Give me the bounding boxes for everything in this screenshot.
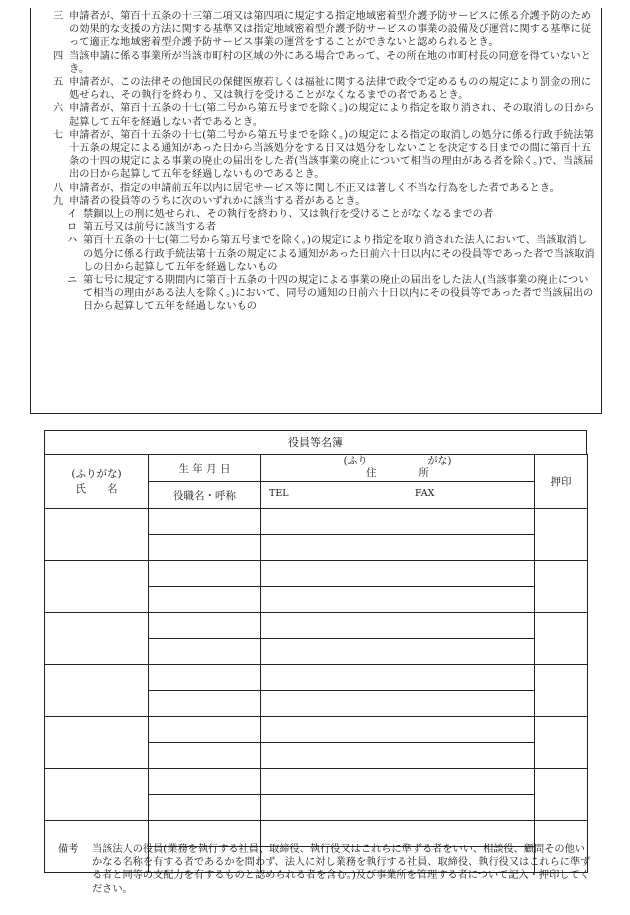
- seal-cell[interactable]: [535, 613, 588, 665]
- contact-cell[interactable]: [261, 795, 535, 821]
- address-cell[interactable]: [261, 769, 535, 795]
- table-row: [45, 717, 588, 743]
- contact-header: [261, 482, 535, 509]
- subclause-item: [49, 221, 595, 234]
- name-cell[interactable]: [45, 717, 149, 769]
- name-label: 氏 名: [75, 482, 118, 495]
- name-cell[interactable]: [45, 613, 149, 665]
- birthdate-cell[interactable]: [149, 561, 261, 587]
- subclause-item: [49, 274, 595, 314]
- subclause-text: 禁錮以上の刑に処せられ、その執行を終わり、又は執行を受けることがなくなるまでの者: [83, 209, 494, 221]
- subclause-marker: ハ: [67, 235, 78, 247]
- address-cell[interactable]: [261, 509, 535, 535]
- address-header: [261, 455, 535, 482]
- position-cell[interactable]: [149, 691, 261, 717]
- position-header: 役職名・呼称: [149, 482, 261, 509]
- clause-text: 申請者が、第百十五条の十三第二項又は第四項に規定する指定地域密着型介護予防サービスに係る介護予防のための効果的な支援の方法に関する基準又は指定地域密着型介護予防サービスの事業の設備及び運営に関する基準に従って適正な地域密着型介護予防サービス事業の運営をすることができないと認められるとき。: [69, 11, 592, 49]
- subclause-marker: ニ: [67, 275, 78, 287]
- birthdate-header: 生 年 月 日: [149, 455, 261, 482]
- subclause-item: [49, 234, 595, 274]
- table-row: [45, 509, 588, 535]
- position-cell[interactable]: [149, 639, 261, 665]
- remarks: [58, 843, 594, 896]
- subclause-item: [49, 208, 595, 221]
- clause-text: 申請者が、第百十五条の十七(第二号から第五号までを除く。)の規定による指定の取消しの処分に係る行政手続法第十五条の規定による通知があった日から当該処分をする日又は処分をしないことを決定する日までの間に第百十五条の十四の規定による事業の廃止の届出をした者(当該事業の廃止について相当の理由がある者を除く。)で、当該届出の日から起算して五年を経過しないものであるとき。: [69, 129, 594, 181]
- contact-cell[interactable]: [261, 639, 535, 665]
- subclause-marker: イ: [67, 209, 78, 221]
- seal-header: 押印: [535, 455, 588, 509]
- clause-marker: 三: [53, 11, 64, 22]
- subclause-text: 第百十五条の十七(第二号から第五号までを除く。)の規定により指定を取り消された法人において、当該取消しの処分に係る行政手続法第十五条の規定による通知があった日前六十日以内にその役員等であった者で当該取消しの日から起算して五年を経過しないもの: [83, 235, 595, 273]
- clause-text: 申請者の役員等のうちに次のいずれかに該当する者があるとき。: [69, 195, 366, 207]
- contact-cell[interactable]: [261, 587, 535, 613]
- birthdate-cell[interactable]: [149, 665, 261, 691]
- clause-text: 申請者が、第百十五条の十七(第二号から第五号までを除く。)の規定により指定を取り消され、その取消しの日から起算して五年を経過しない者であるとき。: [69, 103, 595, 128]
- clause-marker: 四: [53, 50, 64, 62]
- clause-item: [49, 182, 595, 195]
- clause-marker: 五: [53, 77, 64, 89]
- name-cell[interactable]: [45, 561, 149, 613]
- seal-cell[interactable]: [535, 717, 588, 769]
- contact-cell[interactable]: [261, 691, 535, 717]
- position-cell[interactable]: [149, 743, 261, 769]
- address-cell[interactable]: [261, 717, 535, 743]
- contact-cell[interactable]: [261, 743, 535, 769]
- name-furigana-label: (ふりがな): [71, 467, 122, 480]
- name-header: [45, 455, 149, 509]
- clause-item: [49, 50, 595, 76]
- name-cell[interactable]: [45, 509, 149, 561]
- address-furigana-label: (ふり がな): [343, 456, 452, 467]
- clause-marker: 六: [53, 103, 64, 115]
- clause-item: [49, 10, 595, 50]
- clause-marker: 九: [53, 195, 64, 207]
- disqualification-clauses-box: [30, 8, 602, 414]
- fax-label: FAX: [415, 488, 435, 499]
- position-cell[interactable]: [149, 587, 261, 613]
- seal-cell[interactable]: [535, 665, 588, 717]
- subclause-marker: ロ: [67, 222, 78, 234]
- clause-text: 当該申請に係る事業所が当該市町村の区域の外にある場合であって、その所在地の市町村長の同意を得ていないとき。: [69, 50, 591, 75]
- remarks-label: 備考: [58, 844, 79, 855]
- clause-marker: 七: [53, 129, 64, 141]
- seal-cell[interactable]: [535, 769, 588, 821]
- table-row: [45, 561, 588, 587]
- subclause-text: 第五号又は前号に該当する者: [83, 222, 217, 234]
- subclause-text: 第七号に規定する期間内に第百十五条の十四の規定による事業の廃止の届出をした法人(当該事業の廃止について相当の理由がある法人を除く。)において、同号の通知の日前六十日以内にその役員等であった者で当該届出の日から起算して五年を経過しないもの: [83, 275, 594, 313]
- clause-item: [49, 76, 595, 102]
- tel-label: TEL: [269, 488, 289, 499]
- birthdate-cell[interactable]: [149, 769, 261, 795]
- birthdate-cell[interactable]: [149, 717, 261, 743]
- clause-text: 申請者が、指定の申請前五年以内に居宅サービス等に関し不正又は著しく不当な行為をした者であるとき。: [69, 182, 560, 194]
- birthdate-cell[interactable]: [149, 613, 261, 639]
- register-header-row: [45, 455, 588, 482]
- seal-cell[interactable]: [535, 561, 588, 613]
- name-cell[interactable]: [45, 665, 149, 717]
- table-row: [45, 613, 588, 639]
- position-cell[interactable]: [149, 535, 261, 561]
- address-cell[interactable]: [261, 561, 535, 587]
- table-row: [45, 665, 588, 691]
- clause-item: [49, 195, 595, 208]
- clause-item: [49, 129, 595, 182]
- register-title: 役員等名簿: [44, 430, 587, 454]
- clause-marker: 八: [53, 182, 64, 194]
- address-cell[interactable]: [261, 665, 535, 691]
- seal-cell[interactable]: [535, 509, 588, 561]
- clause-item: [49, 102, 595, 128]
- clause-text: 申請者が、この法律その他国民の保健医療若しくは福祉に関する法律で政令で定めるものの規定により罰金の刑に処せられ、その執行を終わり、又は執行を受けることがなくなるまでの者であるとき。: [69, 77, 592, 102]
- birthdate-cell[interactable]: [149, 509, 261, 535]
- remarks-text: 当該法人の役員(業務を執行する社員、取締役、執行役又はこれらに準ずる者をいい、相談役、顧問その他いかなる名称を有する者であるかを問わず、法人に対し業務を執行する社員、取締役、執行役又はこれらに準ずる者と同等の支配力を有するものと認められる者を含む。)及び事業所を管理する者について記入・押印してください。: [92, 844, 591, 895]
- table-row: [45, 769, 588, 795]
- name-cell[interactable]: [45, 769, 149, 821]
- contact-cell[interactable]: [261, 535, 535, 561]
- officer-register-table: [44, 454, 588, 873]
- address-cell[interactable]: [261, 613, 535, 639]
- address-label: 住 所: [366, 467, 429, 479]
- position-cell[interactable]: [149, 795, 261, 821]
